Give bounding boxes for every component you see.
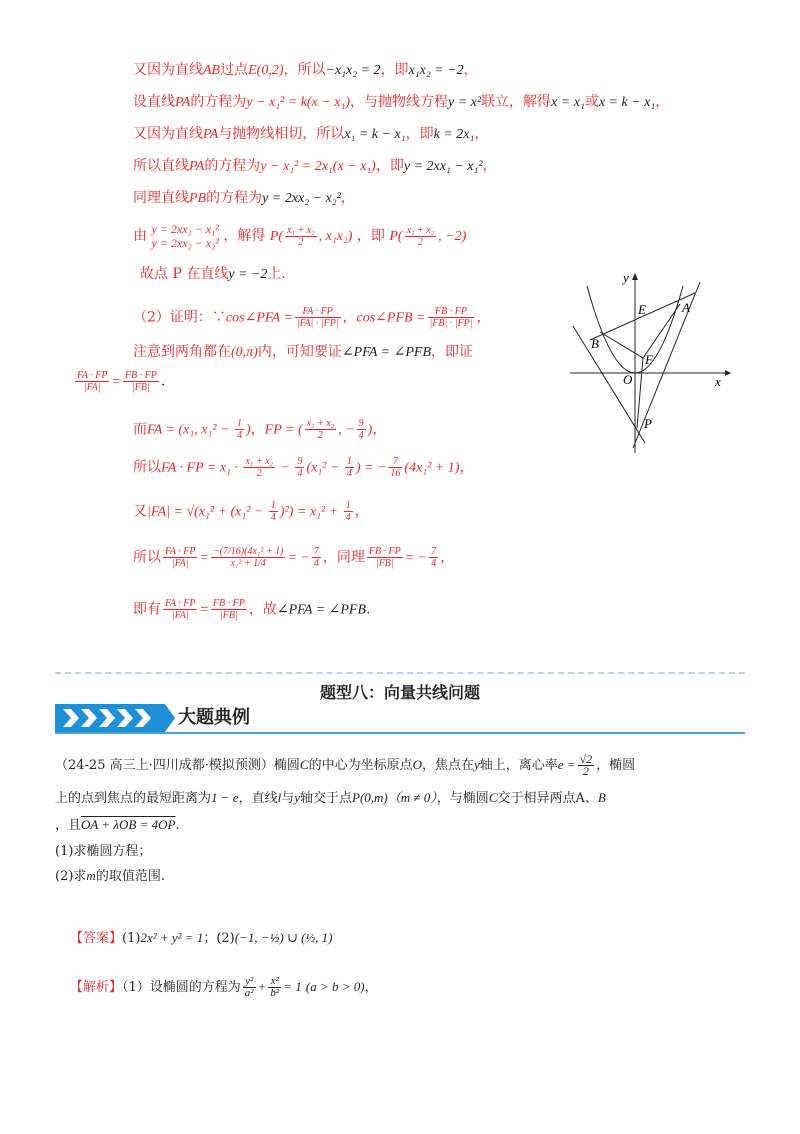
x-axis-arrow (725, 370, 731, 376)
y-axis-label: y (623, 270, 629, 285)
solution-line-6: 由 y = 2xx₁ − x₁² y = 2xx₂ − x₂² ，解得 P( $\frac{\text{x₁ + x₂}}{2}$ , x₁x₂) ，即 P( $\frac{\text{x₁ + x₂}}{2}$ , −2) (133, 222, 467, 250)
solution-line-8: （2）证明：∵cos∠PFA = $\frac{FA \cdot FP}{|FA| \cdot |FP|}$ ，cos∠PFB = $\frac{FB \cdot FP}{|FB| \cdot |FP|}$ ， (133, 306, 491, 329)
solution-line-7: 故点 P 在直线y = −2上. (140, 266, 286, 282)
section-divider (55, 672, 745, 674)
solution-line-3: 又因为直线PA与抛物线相切，所以x₁ = k − x₁，即k = 2x₁， (133, 126, 489, 142)
solution-line-10: $\frac{FA \cdot FP}{|FA|}$ = $\frac{FB \cdot FP}{|FB|}$ . (77, 370, 166, 393)
solution-line-15: 即有 $\frac{FA \cdot FP}{|FA|}$ = $\frac{FB \cdot FP}{|FB|}$ ，故∠PFA = ∠PFB. (133, 598, 371, 621)
point-label-p: P (644, 416, 652, 431)
segment-fa (643, 304, 680, 358)
parabola-tangent-figure (565, 268, 735, 458)
solution-line-12: 所以FA · FP = x₁ · $\frac{\text{x₁ + x₂}}{2}$ − $\frac{9}{4}$ (x₁² − $\frac{1}{4}$ ) = − $\frac{7}{16}$ (4x₁² + 1)， (133, 456, 474, 479)
point-label-a: A (682, 300, 690, 315)
point-label-e: E (638, 302, 646, 317)
section-title: 题型八：向量共线问题 (319, 683, 480, 702)
problem-line-2: 上的点到焦点的最短距离为1 − e，直线l与y轴交于点P(0,m)（m ≠ 0），与椭圆C交于相异两点A、B (55, 790, 606, 806)
solution-line-11: 而FA = (x₁, x₁² − $\frac{1}{4}$ )，FP = ( $\frac{\text{x₁ + x₂}}{2}$ , − $\frac{9}{4}$ )， (133, 418, 387, 441)
solution-line-14: 所以 $\frac{FA \cdot FP}{|FA|}$ = $\frac{\text{−(7/16)(4x₁² + 1)}}{\text{x₁² + 1/4}}$ = − $\frac{7}{4}$ ，同理 $\frac{FB \cdot FP}{|FB|}$ = − $\frac{7}{4}$ ， (133, 546, 455, 569)
problem-line-3: ，且OA + λOB = 4OP. (55, 817, 180, 833)
solution-line-5: 同理直线PB的方程为y = 2xx₂ − x₂²， (133, 190, 355, 206)
question-1: (1)求椭圆方程； (55, 844, 152, 859)
solution-line-9: 注意到两角都在(0,π)内，可知要证∠PFA = ∠PFB，即证 (133, 344, 474, 360)
problem-line-1: （24-25 高三上·四川成都·模拟预测）椭圆C的中心为坐标原点O，焦点在y轴上，离心率e = $\frac{√2}{2}$ ，椭圆 (55, 752, 636, 778)
answer-line: 【答案】(1)2x² + y² = 1；(2)(−1, −½) ∪ (½, 1) (70, 930, 333, 946)
solution-line-2: 设直线PA的方程为y − x₁² = k(x − x₁)，与抛物线方程y = x²联立，解得x = x₁或x = k − x₁， (133, 94, 670, 110)
banner-title: 大题典例 (178, 707, 250, 728)
analysis-line: 【解析】（1）设椭圆的方程为 $\frac{\text{y²}}{\text{a²}}$ + $\frac{\text{x²}}{\text{b²}}$ = 1 (a > b > 0)， (70, 975, 378, 999)
question-2: (2)求m的取值范围. (55, 868, 165, 884)
solution-line-13: 又|FA| = √(x₁² + (x₁² − $\frac{1}{4}$ )²) = x₁² + $\frac{1}{4}$ ， (133, 500, 369, 523)
point-label-f: F (645, 352, 653, 367)
tangent-pb (573, 326, 645, 443)
banner-chevrons-icon (55, 704, 175, 732)
point-label-o: O (623, 372, 633, 387)
segment-fp (637, 358, 643, 428)
y-axis-arrow (632, 273, 638, 280)
x-axis-label: x (715, 374, 721, 389)
solution-line-1: 又因为直线AB过点E(0,2)，所以−x₁x₂ = 2，即x₁x₂ = −2， (133, 62, 478, 78)
banner-underline (55, 732, 745, 734)
point-label-b: B (591, 336, 599, 351)
solution-line-4: 所以直线PA的方程为y − x₁² = 2x₁(x − x₁)，即y = 2xx₁ − x₁²， (133, 158, 497, 174)
segment-fb (600, 332, 643, 358)
